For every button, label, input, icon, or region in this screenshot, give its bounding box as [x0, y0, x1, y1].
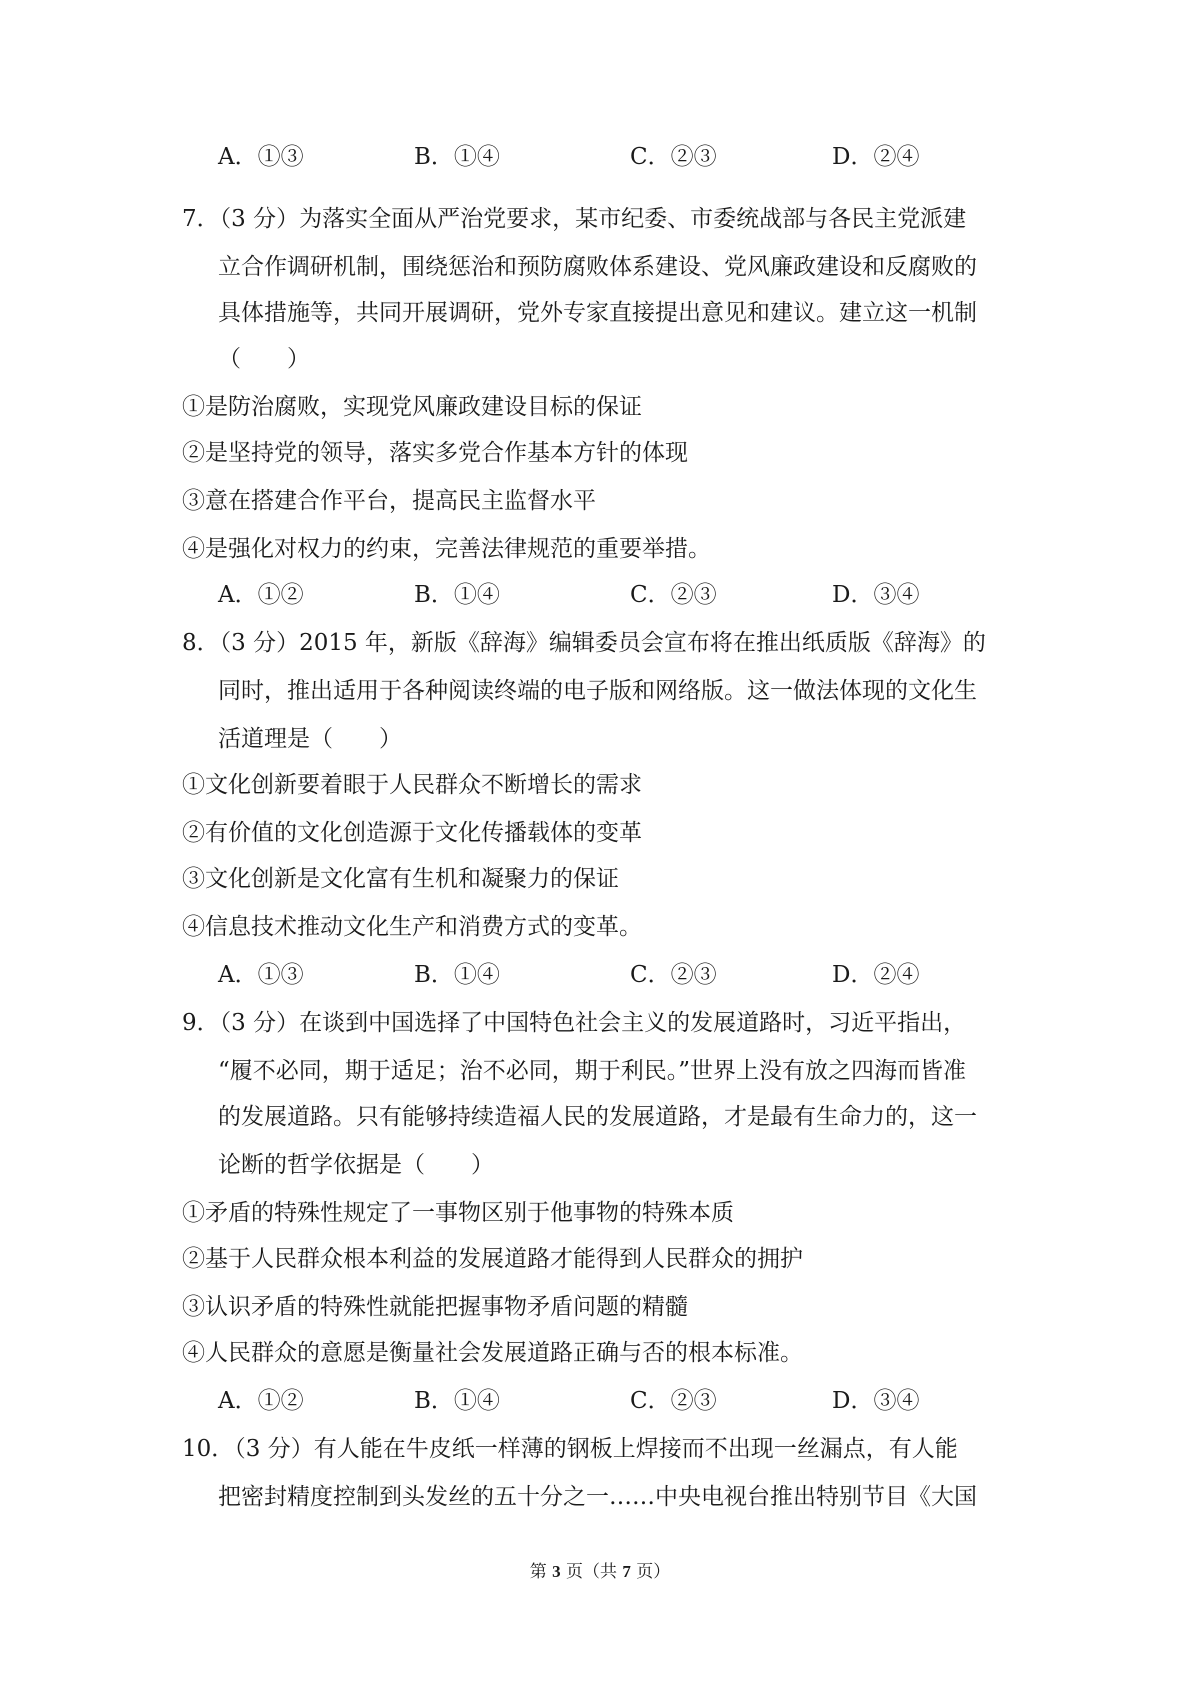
q9-stem-line-1: 9．（3 分）在谈到中国选择了中国特色社会主义的发展道路时，习近平指出， [182, 1010, 967, 1036]
footer-suffix: 页） [630, 1562, 671, 1582]
q7-stem-line-2: 立合作调研机制，围绕惩治和预防腐败体系建设、党风廉政建设和反腐败的 [218, 254, 977, 280]
q9-options [0, 1386, 1200, 1416]
q10-stem-line-1: 10．（3 分）有人能在牛皮纸一样薄的钢板上焊接而不出现一丝漏点，有人能 [182, 1436, 958, 1462]
option-d: D．②④ [832, 962, 920, 988]
q9-stem-line-4: 论断的哲学依据是（ ） [218, 1152, 494, 1178]
q9-stem-line-2: “履不必同，期于适足；治不必同，期于利民。”世界上没有放之四海而皆准 [218, 1058, 967, 1084]
footer-page-number: 3 [552, 1562, 561, 1581]
q8-choice-4: ④信息技术推动文化生产和消费方式的变革。 [182, 914, 642, 940]
q9-choice-1: ①矛盾的特殊性规定了一事物区别于他事物的特殊本质 [182, 1200, 734, 1226]
option-c: C．②③ [630, 1388, 717, 1414]
option-d: D．③④ [832, 1388, 920, 1414]
option-d: D．③④ [832, 582, 920, 608]
footer-middle: 页（共 [560, 1562, 623, 1582]
q8-stem-line-3: 活道理是（ ） [218, 726, 402, 752]
q7-choice-4: ④是强化对权力的约束，完善法律规范的重要举措。 [182, 536, 711, 562]
q8-choice-3: ③文化创新是文化富有生机和凝聚力的保证 [182, 866, 619, 892]
option-a: A．①② [218, 582, 304, 608]
q8-options [0, 960, 1200, 990]
option-c: C．②③ [630, 582, 717, 608]
q7-choice-3: ③意在搭建合作平台，提高民主监督水平 [182, 488, 596, 514]
q7-options [0, 580, 1200, 610]
q9-choice-3: ③认识矛盾的特殊性就能把握事物矛盾问题的精髓 [182, 1294, 688, 1320]
q9-stem-line-3: 的发展道路。只有能够持续造福人民的发展道路，才是最有生命力的，这一 [218, 1104, 977, 1130]
option-b: B．①④ [414, 1388, 500, 1414]
q9-choice-2: ②基于人民群众根本利益的发展道路才能得到人民群众的拥护 [182, 1246, 803, 1272]
option-a: A．①③ [218, 962, 304, 988]
option-d: D．②④ [832, 144, 920, 170]
q8-stem-line-1: 8．（3 分）2015 年，新版《辞海》编辑委员会宣布将在推出纸质版《辞海》的 [182, 630, 986, 656]
footer-prefix: 第 [529, 1562, 553, 1582]
footer-total-pages: 7 [622, 1562, 631, 1581]
q7-choice-1: ①是防治腐败，实现党风廉政建设目标的保证 [182, 394, 642, 420]
q8-choice-2: ②有价值的文化创造源于文化传播载体的变革 [182, 820, 642, 846]
q9-choice-4: ④人民群众的意愿是衡量社会发展道路正确与否的根本标准。 [182, 1340, 803, 1366]
option-c: C．②③ [630, 962, 717, 988]
q6-options [0, 142, 1200, 172]
q10-stem-line-2: 把密封精度控制到头发丝的五十分之一……中央电视台推出特别节目《大国 [218, 1484, 977, 1510]
q7-stem-line-4: （ ） [218, 346, 310, 372]
q8-choice-1: ①文化创新要着眼于人民群众不断增长的需求 [182, 772, 642, 798]
option-b: B．①④ [414, 962, 500, 988]
page-footer [0, 1560, 1200, 1584]
option-a: A．①③ [218, 144, 304, 170]
q8-stem-line-2: 同时，推出适用于各种阅读终端的电子版和网络版。这一做法体现的文化生 [218, 678, 977, 704]
q7-choice-2: ②是坚持党的领导，落实多党合作基本方针的体现 [182, 440, 688, 466]
option-c: C．②③ [630, 144, 717, 170]
option-b: B．①④ [414, 144, 500, 170]
option-a: A．①② [218, 1388, 304, 1414]
q7-stem-line-1: 7．（3 分）为落实全面从严治党要求，某市纪委、市委统战部与各民主党派建 [182, 206, 967, 232]
q7-stem-line-3: 具体措施等，共同开展调研，党外专家直接提出意见和建议。建立这一机制 [218, 300, 977, 326]
option-b: B．①④ [414, 582, 500, 608]
